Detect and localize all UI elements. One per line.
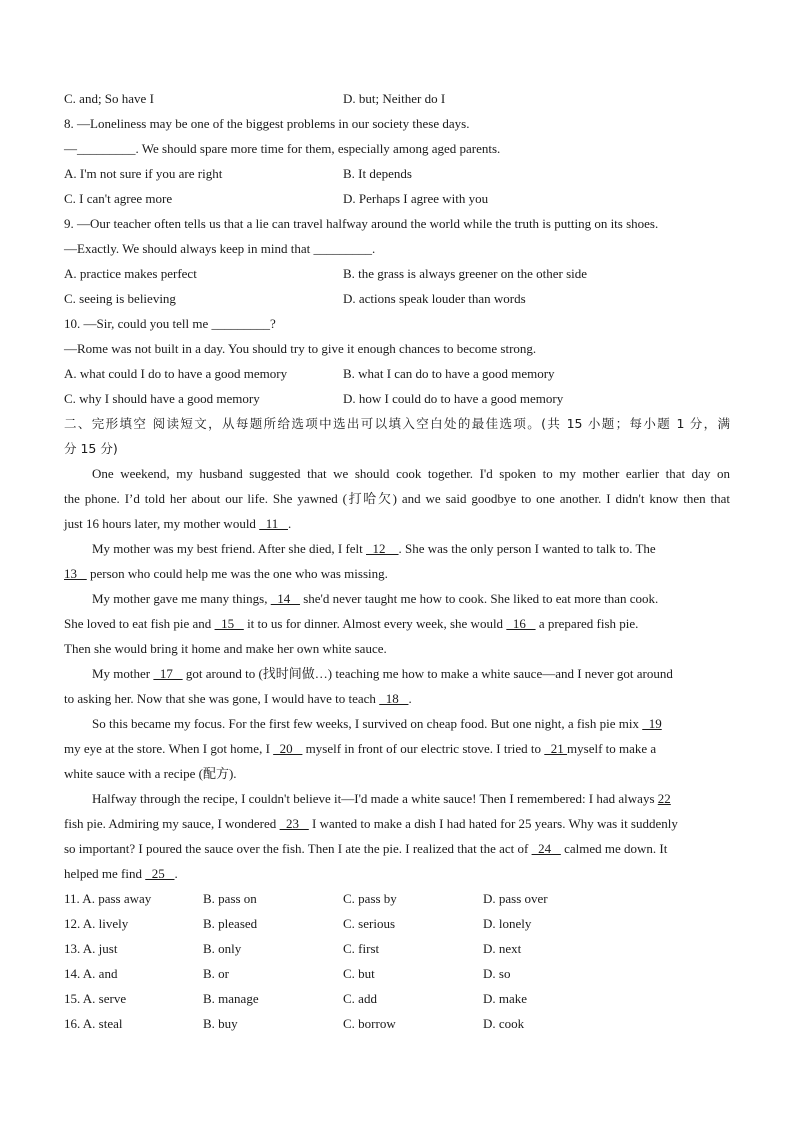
choice-c: C. pass by — [343, 891, 397, 906]
passage-text: fish pie. Admiring my sauce, I wondered — [64, 816, 280, 831]
choice-b: B. pass on — [203, 891, 257, 906]
section-heading-cont: 分 15 分) — [64, 441, 118, 456]
blank-25: 25 — [145, 866, 175, 881]
passage-line — [64, 740, 656, 758]
passage-line — [92, 665, 673, 683]
answer-blank: _________ — [77, 141, 136, 156]
passage-text: it to us for dinner. Almost every week, she would — [243, 616, 507, 631]
blank-19: 19 — [642, 716, 662, 731]
section-heading: 二、完形填空 阅读短文，从每题所给选项中选出可以填入空白处的最佳选项。(共 15 小题；每小题 1 分，满 — [64, 416, 730, 431]
passage-text: so important? I poured the sauce over the fish. Then I ate the pie. I realized that the act of — [64, 841, 532, 856]
passage-text: a prepared fish pie. — [535, 616, 639, 631]
reply-text: . We should spare more time for them, especially among aged parents. — [135, 141, 501, 156]
question-10-reply: —Rome was not built in a day. You should try to give it enough chances to become strong. — [64, 341, 537, 356]
question-10-option-b: B. what I can do to have a good memory — [343, 366, 555, 381]
passage-text: I wanted to make a dish I had hated for 25 years. Why was it suddenly — [308, 816, 678, 831]
choice-c: C. but — [343, 966, 375, 981]
blank-16: 16 — [506, 616, 536, 631]
question-8-option-d: D. Perhaps I agree with you — [343, 191, 489, 206]
blank-21: 21 — [544, 741, 568, 756]
choice-a: 16. A. steal — [64, 1016, 123, 1031]
blank-23: 23 — [279, 816, 309, 831]
passage-line — [64, 815, 678, 833]
question-9-option-b: B. the grass is always greener on the other side — [343, 266, 588, 281]
choice-c: C. serious — [343, 916, 395, 931]
choice-a: 11. A. pass away — [64, 891, 152, 906]
choice-d: D. cook — [483, 1016, 525, 1031]
passage-text: My mother — [92, 666, 154, 681]
choice-a: 12. A. lively — [64, 916, 129, 931]
passage-text: myself in front of our electric stove. I tried to — [302, 741, 545, 756]
passage-line — [64, 615, 638, 633]
passage-text: My mother gave me many things, — [92, 591, 271, 606]
choice-d: D. lonely — [483, 916, 532, 931]
question-10-stem: 10. —Sir, could you tell me _________? — [64, 316, 276, 331]
question-10-option-d: D. how I could do to have a good memory — [343, 391, 564, 406]
question-8-reply — [64, 140, 500, 158]
question-9-option-c: C. seeing is believing — [64, 291, 176, 306]
passage-text: myself to make a — [567, 741, 657, 756]
question-9-option-a: A. practice makes perfect — [64, 266, 197, 281]
choice-d: D. so — [483, 966, 511, 981]
choice-a: 14. A. and — [64, 966, 118, 981]
blank-22: 22 — [657, 791, 671, 806]
question-8-option-b: B. It depends — [343, 166, 412, 181]
choice-c: C. first — [343, 941, 380, 956]
blank-20: 20 — [273, 741, 303, 756]
passage-line — [92, 540, 730, 558]
choice-c: C. borrow — [343, 1016, 396, 1031]
passage-text: . — [287, 516, 292, 531]
blank-15: 15 — [214, 616, 244, 631]
choice-d: D. pass over — [483, 891, 548, 906]
passage-text: She loved to eat fish pie and — [64, 616, 215, 631]
passage-text: . She was the only person I wanted to talk to. The — [398, 541, 656, 556]
choice-c: C. add — [343, 991, 377, 1006]
blank-18: 18 — [379, 691, 409, 706]
passage-text: helped me find — [64, 866, 146, 881]
passage-line: the phone. I’d told her about our life. She yawned (打哈欠) and we said goodbye to one another. I didn't know then that — [64, 491, 730, 506]
choice-a: 13. A. just — [64, 941, 118, 956]
choice-b: B. or — [203, 966, 229, 981]
passage-line — [92, 715, 662, 733]
passage-text: she'd never taught me how to cook. She liked to eat more than cook. — [299, 591, 659, 606]
question-8-option-a: A. I'm not sure if you are right — [64, 166, 223, 181]
choice-a: 15. A. serve — [64, 991, 127, 1006]
blank-11: 11 — [259, 516, 288, 531]
blank-14: 14 — [270, 591, 300, 606]
passage-text: calmed me down. It — [560, 841, 668, 856]
passage-text: my eye at the store. When I got home, I — [64, 741, 274, 756]
passage-line — [64, 865, 178, 883]
question-9-reply: —Exactly. We should always keep in mind that _________. — [64, 241, 376, 256]
question-8-option-c: C. I can't agree more — [64, 191, 173, 206]
passage-line — [92, 590, 658, 608]
passage-line — [64, 565, 388, 583]
choice-b: B. pleased — [203, 916, 258, 931]
passage-text: . — [174, 866, 178, 881]
passage-line — [92, 790, 671, 808]
passage-text: Halfway through the recipe, I couldn't believe it—I'd made a white sauce! Then I remembered: I had always — [92, 791, 658, 806]
question-10-option-a: A. what could I do to have a good memory — [64, 366, 288, 381]
passage-text: . — [408, 691, 412, 706]
question-10-option-c: C. why I should have a good memory — [64, 391, 260, 406]
choice-b: B. only — [203, 941, 242, 956]
question-9-option-d: D. actions speak louder than words — [343, 291, 526, 306]
passage-text: My mother was my best friend. After she died, I felt — [92, 541, 367, 556]
blank-12: 12 — [366, 541, 399, 556]
passage-text: So this became my focus. For the first few weeks, I survived on cheap food. But one night, a fish pie mix — [92, 716, 643, 731]
choice-d: D. make — [483, 991, 528, 1006]
passage-line — [64, 690, 412, 708]
blank-17: 17 — [153, 666, 183, 681]
passage-text: just 16 hours later, my mother would — [64, 516, 260, 531]
question-9-stem: 9. —Our teacher often tells us that a lie can travel halfway around the world while the truth is putting on its shoes. — [64, 216, 659, 231]
question-8-stem: 8. —Loneliness may be one of the biggest problems in our society these days. — [64, 116, 470, 131]
option-c: C. and; So have I — [64, 91, 154, 106]
passage-line — [64, 840, 667, 858]
passage-text: person who could help me was the one who was missing. — [86, 566, 388, 581]
passage-text: to asking her. Now that she was gone, I would have to teach — [64, 691, 380, 706]
blank-24: 24 — [531, 841, 561, 856]
passage-line — [64, 515, 291, 533]
option-d: D. but; Neither do I — [343, 91, 446, 106]
reply-dash: — — [64, 141, 77, 156]
passage-text: got around to (找时间做…) teaching me how to make a white sauce—and I never got around — [182, 666, 673, 681]
blank-13: 13 — [64, 566, 87, 581]
passage-line: white sauce with a recipe (配方). — [64, 766, 237, 781]
choice-b: B. buy — [203, 1016, 238, 1031]
choice-b: B. manage — [203, 991, 259, 1006]
passage-line: One weekend, my husband suggested that we should cook together. I'd spoken to my mother earlier that day on — [92, 466, 730, 481]
choice-d: D. next — [483, 941, 522, 956]
passage-line: Then she would bring it home and make her own white sauce. — [64, 641, 387, 656]
